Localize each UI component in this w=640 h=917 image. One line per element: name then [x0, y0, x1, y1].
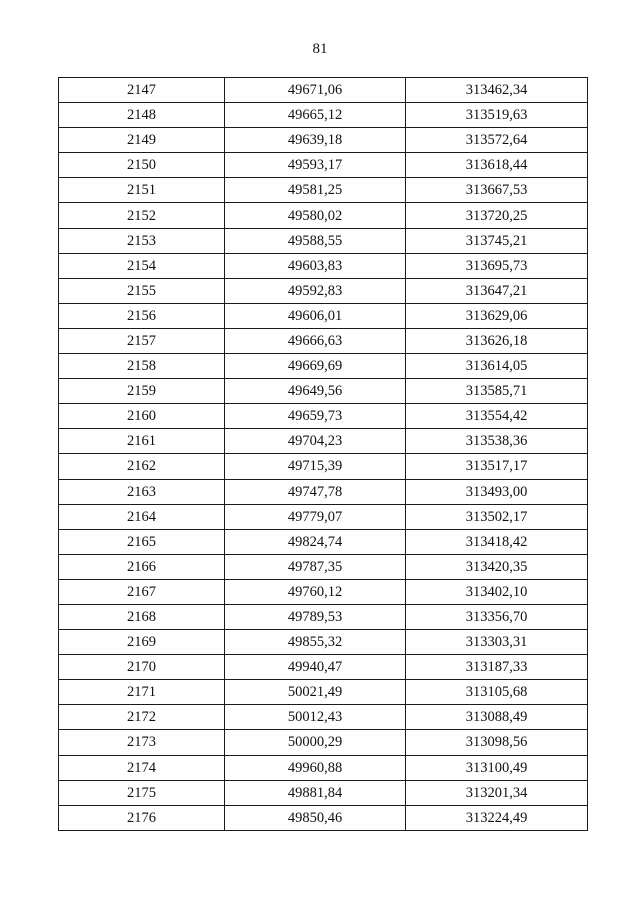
y-coordinate-cell: 313517,17	[406, 454, 588, 479]
point-number-cell: 2151	[59, 178, 225, 203]
y-coordinate-cell: 313538,36	[406, 429, 588, 454]
table-row	[59, 604, 588, 629]
table-row	[59, 379, 588, 404]
table-row	[59, 128, 588, 153]
y-coordinate-cell: 313554,42	[406, 404, 588, 429]
coordinates-table	[58, 77, 588, 831]
table-row	[59, 253, 588, 278]
x-coordinate-cell: 49881,84	[225, 780, 406, 805]
x-coordinate-cell: 49787,35	[225, 554, 406, 579]
x-coordinate-cell: 49580,02	[225, 203, 406, 228]
point-number-cell: 2150	[59, 153, 225, 178]
x-coordinate-cell: 49639,18	[225, 128, 406, 153]
y-coordinate-cell: 313098,56	[406, 730, 588, 755]
y-coordinate-cell: 313720,25	[406, 203, 588, 228]
point-number-cell: 2174	[59, 755, 225, 780]
x-coordinate-cell: 49704,23	[225, 429, 406, 454]
table-row	[59, 705, 588, 730]
y-coordinate-cell: 313519,63	[406, 103, 588, 128]
y-coordinate-cell: 313629,06	[406, 303, 588, 328]
y-coordinate-cell: 313402,10	[406, 579, 588, 604]
x-coordinate-cell: 49715,39	[225, 454, 406, 479]
y-coordinate-cell: 313572,64	[406, 128, 588, 153]
table-row	[59, 655, 588, 680]
x-coordinate-cell: 49593,17	[225, 153, 406, 178]
y-coordinate-cell: 313695,73	[406, 253, 588, 278]
table-row	[59, 805, 588, 830]
point-number-cell: 2170	[59, 655, 225, 680]
table-row	[59, 529, 588, 554]
x-coordinate-cell: 49606,01	[225, 303, 406, 328]
point-number-cell: 2157	[59, 328, 225, 353]
point-number-cell: 2148	[59, 103, 225, 128]
y-coordinate-cell: 313618,44	[406, 153, 588, 178]
point-number-cell: 2156	[59, 303, 225, 328]
table-row	[59, 153, 588, 178]
point-number-cell: 2162	[59, 454, 225, 479]
table-row	[59, 78, 588, 103]
x-coordinate-cell: 50000,29	[225, 730, 406, 755]
x-coordinate-cell: 49747,78	[225, 479, 406, 504]
table-row	[59, 454, 588, 479]
table-row	[59, 504, 588, 529]
y-coordinate-cell: 313088,49	[406, 705, 588, 730]
y-coordinate-cell: 313462,34	[406, 78, 588, 103]
point-number-cell: 2164	[59, 504, 225, 529]
point-number-cell: 2155	[59, 278, 225, 303]
y-coordinate-cell: 313420,35	[406, 554, 588, 579]
table-row	[59, 203, 588, 228]
y-coordinate-cell: 313626,18	[406, 328, 588, 353]
x-coordinate-cell: 49581,25	[225, 178, 406, 203]
table-row	[59, 479, 588, 504]
table-row	[59, 328, 588, 353]
table-row	[59, 354, 588, 379]
table-row	[59, 579, 588, 604]
x-coordinate-cell: 49669,69	[225, 354, 406, 379]
table-row	[59, 278, 588, 303]
y-coordinate-cell: 313187,33	[406, 655, 588, 680]
point-number-cell: 2160	[59, 404, 225, 429]
x-coordinate-cell: 49588,55	[225, 228, 406, 253]
x-coordinate-cell: 49960,88	[225, 755, 406, 780]
point-number-cell: 2167	[59, 579, 225, 604]
point-number-cell: 2149	[59, 128, 225, 153]
x-coordinate-cell: 49592,83	[225, 278, 406, 303]
x-coordinate-cell: 49665,12	[225, 103, 406, 128]
point-number-cell: 2168	[59, 604, 225, 629]
point-number-cell: 2176	[59, 805, 225, 830]
page-number: 81	[312, 41, 328, 57]
table-row	[59, 780, 588, 805]
y-coordinate-cell: 313303,31	[406, 630, 588, 655]
point-number-cell: 2152	[59, 203, 225, 228]
y-coordinate-cell: 313100,49	[406, 755, 588, 780]
point-number-cell: 2166	[59, 554, 225, 579]
point-number-cell: 2163	[59, 479, 225, 504]
y-coordinate-cell: 313105,68	[406, 680, 588, 705]
x-coordinate-cell: 49940,47	[225, 655, 406, 680]
y-coordinate-cell: 313614,05	[406, 354, 588, 379]
table-row	[59, 630, 588, 655]
table-row	[59, 554, 588, 579]
y-coordinate-cell: 313493,00	[406, 479, 588, 504]
table-row	[59, 680, 588, 705]
x-coordinate-cell: 50021,49	[225, 680, 406, 705]
x-coordinate-cell: 49671,06	[225, 78, 406, 103]
point-number-cell: 2165	[59, 529, 225, 554]
table-row	[59, 103, 588, 128]
x-coordinate-cell: 49760,12	[225, 579, 406, 604]
table-row	[59, 303, 588, 328]
y-coordinate-cell: 313201,34	[406, 780, 588, 805]
table-row	[59, 178, 588, 203]
table-row	[59, 429, 588, 454]
y-coordinate-cell: 313418,42	[406, 529, 588, 554]
table-row	[59, 755, 588, 780]
point-number-cell: 2158	[59, 354, 225, 379]
y-coordinate-cell: 313356,70	[406, 604, 588, 629]
y-coordinate-cell: 313647,21	[406, 278, 588, 303]
point-number-cell: 2161	[59, 429, 225, 454]
x-coordinate-cell: 49779,07	[225, 504, 406, 529]
y-coordinate-cell: 313224,49	[406, 805, 588, 830]
x-coordinate-cell: 49789,53	[225, 604, 406, 629]
y-coordinate-cell: 313502,17	[406, 504, 588, 529]
x-coordinate-cell: 50012,43	[225, 705, 406, 730]
table-row	[59, 730, 588, 755]
x-coordinate-cell: 49666,63	[225, 328, 406, 353]
y-coordinate-cell: 313745,21	[406, 228, 588, 253]
point-number-cell: 2172	[59, 705, 225, 730]
y-coordinate-cell: 313667,53	[406, 178, 588, 203]
x-coordinate-cell: 49603,83	[225, 253, 406, 278]
x-coordinate-cell: 49649,56	[225, 379, 406, 404]
table-row	[59, 228, 588, 253]
coordinates-table-body	[59, 78, 588, 831]
x-coordinate-cell: 49824,74	[225, 529, 406, 554]
x-coordinate-cell: 49850,46	[225, 805, 406, 830]
point-number-cell: 2153	[59, 228, 225, 253]
point-number-cell: 2175	[59, 780, 225, 805]
point-number-cell: 2147	[59, 78, 225, 103]
table-row	[59, 404, 588, 429]
x-coordinate-cell: 49659,73	[225, 404, 406, 429]
point-number-cell: 2173	[59, 730, 225, 755]
point-number-cell: 2159	[59, 379, 225, 404]
point-number-cell: 2171	[59, 680, 225, 705]
point-number-cell: 2169	[59, 630, 225, 655]
point-number-cell: 2154	[59, 253, 225, 278]
x-coordinate-cell: 49855,32	[225, 630, 406, 655]
y-coordinate-cell: 313585,71	[406, 379, 588, 404]
